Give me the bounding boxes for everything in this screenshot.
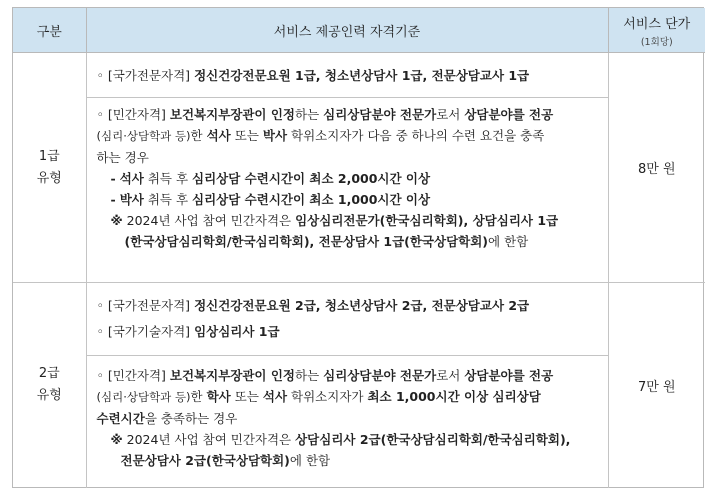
qualification-cell-grade2: [86, 283, 608, 488]
bullet: ◦: [96, 368, 104, 383]
technical-qualification-line: [97, 319, 602, 345]
qualification-tag: [국가전문자격]: [107, 67, 191, 83]
qualification-tag: [민간자격]: [107, 107, 166, 122]
qualification-tag: [국가기술자격]: [107, 324, 191, 339]
private-line-3: [97, 147, 602, 168]
text-bold: 상담심리사 2급(한국상담심리학회/한국심리학회),: [295, 432, 571, 447]
price-cell-grade1: 8만 원: [608, 53, 705, 283]
private-line-2: [97, 125, 602, 147]
text: 학위소지자가: [291, 389, 364, 404]
text-bold: 수련시간: [96, 411, 145, 426]
header-qualification: 서비스 제공인력 자격기준: [86, 8, 608, 53]
text-bold: 상담분야를 전공: [464, 368, 554, 383]
text: 에 한함: [488, 234, 529, 249]
category-label: 1급: [38, 148, 60, 164]
national-qualification-line: [97, 293, 602, 319]
table-row-grade2: [13, 283, 705, 488]
text: 2024년 사업 참여 민간자격은: [126, 213, 292, 228]
requirement-item-2: [97, 189, 602, 210]
header-price: [608, 8, 705, 53]
qualification-table-wrapper: [12, 7, 704, 488]
note-line-2: [97, 231, 602, 252]
bullet: ◦: [96, 67, 104, 83]
text-bold: 심리상담 수련시간이 최소 2,000시간 이상: [192, 171, 431, 186]
header-price-label: 서비스 단가: [623, 16, 691, 32]
note-mark: ※: [110, 432, 123, 447]
text-bold: 상담분야를 전공: [464, 107, 554, 122]
private-line-3: [97, 408, 602, 429]
private-line-1: [97, 104, 602, 125]
requirement-item-1: [97, 168, 602, 189]
header-category: 구분: [13, 8, 86, 53]
text-bold: 석사: [262, 389, 288, 404]
note-line-2: [97, 450, 602, 471]
text-bold: 심리상담 수련시간이 최소 1,000시간 이상: [192, 192, 431, 207]
price-cell-grade2: 7만 원: [637, 379, 676, 395]
national-qualification-block: [87, 53, 608, 97]
bullet: ◦: [96, 298, 104, 313]
qualification-cell-grade1: [86, 53, 608, 283]
qualification-tag: [민간자격]: [107, 368, 166, 383]
text: 학위소지자가 다음 중 하나의 수련 요건을 충족: [291, 128, 545, 143]
text-bold: 심리상담분야 전문가: [323, 368, 437, 383]
text: 취득 후: [147, 171, 189, 186]
text-bold: 석사: [119, 171, 144, 186]
category-cell-grade2: [13, 283, 86, 488]
text-bold: 보건복지부장관이 인정: [169, 368, 296, 383]
text-bold: 임상심리전문가(한국심리학회), 상담심리사 1급: [295, 213, 559, 228]
text: 또는: [234, 389, 259, 404]
text: 하는: [295, 368, 320, 383]
note-line-1: [97, 210, 602, 231]
private-qualification-block: [87, 97, 608, 282]
private-qualification-block: [87, 355, 608, 488]
text-small: (심리·상담학과 등): [96, 129, 191, 143]
text: 또는: [234, 128, 259, 143]
text-bold: (한국상담심리학회/한국심리학회), 전문상담사 1급(한국상담학회): [124, 234, 489, 249]
dash: -: [110, 171, 116, 186]
text: 한: [190, 128, 203, 143]
text-bold: 학사: [206, 389, 231, 404]
dash: -: [110, 192, 116, 207]
note-mark: ※: [110, 213, 123, 228]
qualification-tag: [국가전문자격]: [107, 298, 191, 313]
text-small: (심리·상담학과 등): [96, 390, 191, 404]
text-bold: 보건복지부장관이 인정: [169, 107, 296, 122]
text: 에 한함: [289, 453, 331, 468]
category-cell-grade1: [13, 53, 86, 283]
header-price-sub: (1회당): [640, 36, 673, 48]
category-label: 2급: [38, 366, 60, 382]
text: 취득 후: [147, 192, 189, 207]
text: 2024년 사업 참여 민간자격은: [126, 432, 292, 447]
text: 을 충족하는 경우: [144, 411, 238, 426]
national-qualification-block: [87, 283, 608, 355]
text: 로서: [436, 107, 461, 122]
table-row-grade1: [13, 53, 705, 283]
bullet: ◦: [96, 107, 104, 122]
text-bold: 심리상담분야 전문가: [323, 107, 437, 122]
text-bold: 박사: [262, 128, 288, 143]
text-bold: 전문상담사 2급(한국상담학회): [120, 453, 290, 468]
text: 로서: [436, 368, 461, 383]
text-bold: 석사: [206, 128, 231, 143]
category-sublabel: 유형: [36, 388, 62, 404]
text: 한: [190, 389, 203, 404]
text: 하는 경우: [96, 150, 149, 165]
qualification-text: 정신건강전문요원 2급, 청소년상담사 2급, 전문상담교사 2급: [194, 298, 530, 313]
text-bold: 최소 1,000시간 이상 심리상담: [367, 389, 541, 404]
qualification-table: [13, 8, 705, 488]
bullet: ◦: [96, 324, 104, 339]
note-line-1: [97, 429, 602, 450]
text-bold: 박사: [119, 192, 144, 207]
national-qualification-line: [97, 65, 530, 86]
category-sublabel: 유형: [36, 170, 62, 186]
text: 하는: [295, 107, 320, 122]
private-line-2: [97, 386, 602, 408]
qualification-text: 임상심리사 1급: [194, 324, 280, 339]
private-line-1: [97, 365, 602, 386]
table-header-row: [13, 8, 705, 53]
qualification-text: 정신건강전문요원 1급, 청소년상담사 1급, 전문상담교사 1급: [194, 67, 530, 83]
